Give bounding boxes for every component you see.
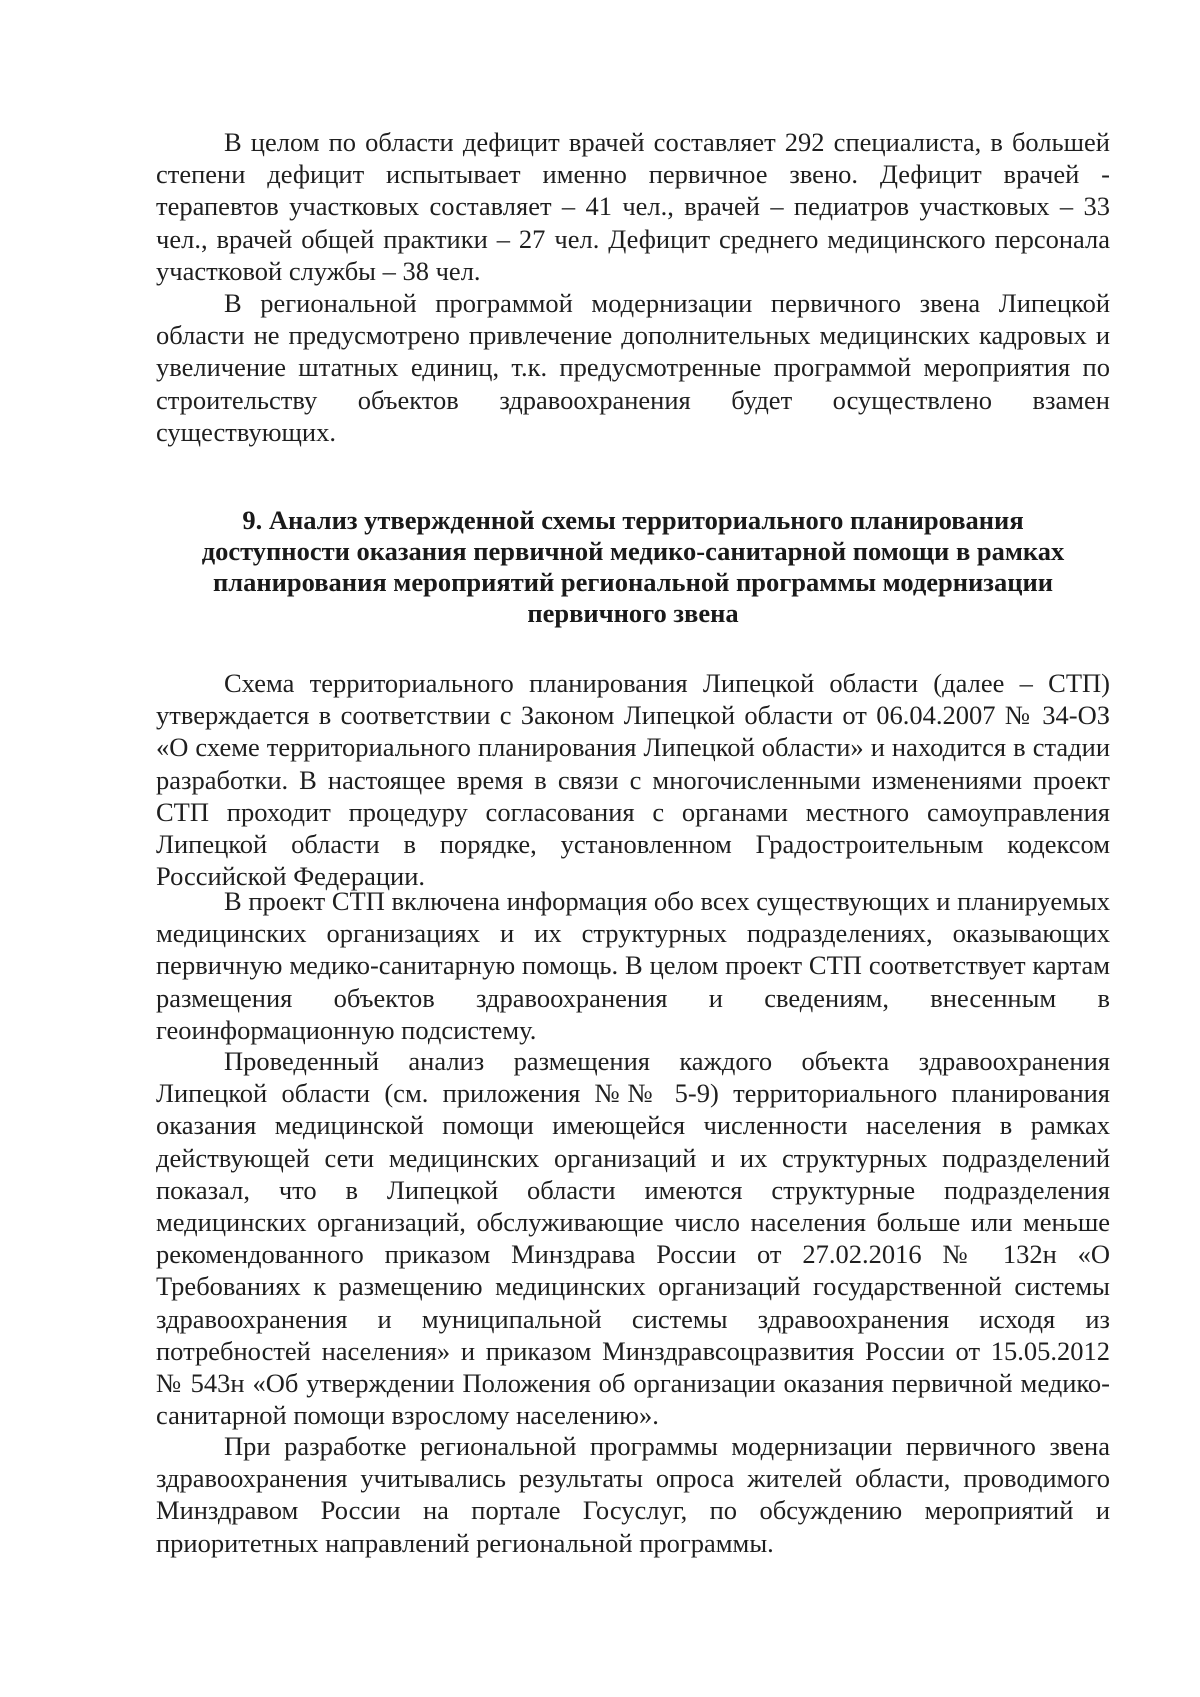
section-heading: [156, 505, 1110, 629]
paragraph-placement-analysis: Проведенный анализ размещения каждого объекта здравоохранения Липецкой области (см. приложения №№ 5-9) территориального планирования оказания медицинской помощи имеющейся численности населения в рамках действующей сети медицинских организаций и их структурных подразделений показал, что в Липецкой области имеются структурные подразделения медицинских организаций, обслуживающие число населения больше или меньше рекомендованного приказом Минздрава России от 27.02.2016 № 132н «О Требованиях к размещению медицинских организаций государственной системы здравоохранения и муниципальной системы здравоохранения исходя из потребностей населения» и приказом Минздравсоцразвития России от 15.05.2012 № 543н «Об утверждении Положения об организации оказания первичной медико-санитарной помощи взрослому населению».: [156, 1046, 1110, 1431]
paragraph-stp-contents: В проект СТП включена информация обо всех существующих и планируемых медицинских организациях и их структурных подразделениях, оказывающих первичную медико-санитарную помощь. В целом проект СТП соответствует картам размещения объектов здравоохранения и сведениям, внесенным в геоинформационную подсистему.: [156, 886, 1110, 1045]
paragraph-doctor-deficit: В целом по области дефицит врачей составляет 292 специалиста, в большей степени дефицит испытывает именно первичное звено. Дефицит врачей - терапевтов участковых составляет – 41 чел., врачей – педиатров участковых – 33 чел., врачей общей практики – 27 чел. Дефицит среднего медицинского персонала участковой службы – 38 чел.: [156, 127, 1110, 286]
paragraph-staff-not-planned: В региональной программой модернизации первичного звена Липецкой области не предусмотрено привлечение дополнительных медицинских кадровых и увеличение штатных единиц, т.к. предусмотренные программой мероприятия по строительству объектов здравоохранения будет осуществлено взамен существующих.: [156, 288, 1110, 447]
section-heading-line-2: доступности оказания первичной медико-санитарной помощи в рамках: [201, 536, 1065, 566]
paragraph-survey-results: При разработке региональной программы модернизации первичного звена здравоохранения учитывались результаты опроса жителей области, проводимого Минздравом России на портале Госуслуг, по обсуждению мероприятий и приоритетных направлений региональной программы.: [156, 1431, 1110, 1558]
paragraph-stp-scheme: Схема территориального планирования Липецкой области (далее – СТП) утверждается в соответствии с Законом Липецкой области от 06.04.2007 № 34-ОЗ «О схеме территориального планирования Липецкой области» и находится в стадии разработки. В настоящее время в связи с многочисленными изменениями проект СТП проходит процедуру согласования с органами местного самоуправления Липецкой области в порядке, установленном Градостроительным кодексом Российской Федерации.: [156, 668, 1110, 892]
section-heading-line-4: первичного звена: [527, 598, 739, 628]
section-heading-line-3: планирования мероприятий региональной программы модернизации: [212, 567, 1054, 597]
section-heading-line-1: 9. Анализ утвержденной схемы территориального планирования: [242, 505, 1024, 535]
